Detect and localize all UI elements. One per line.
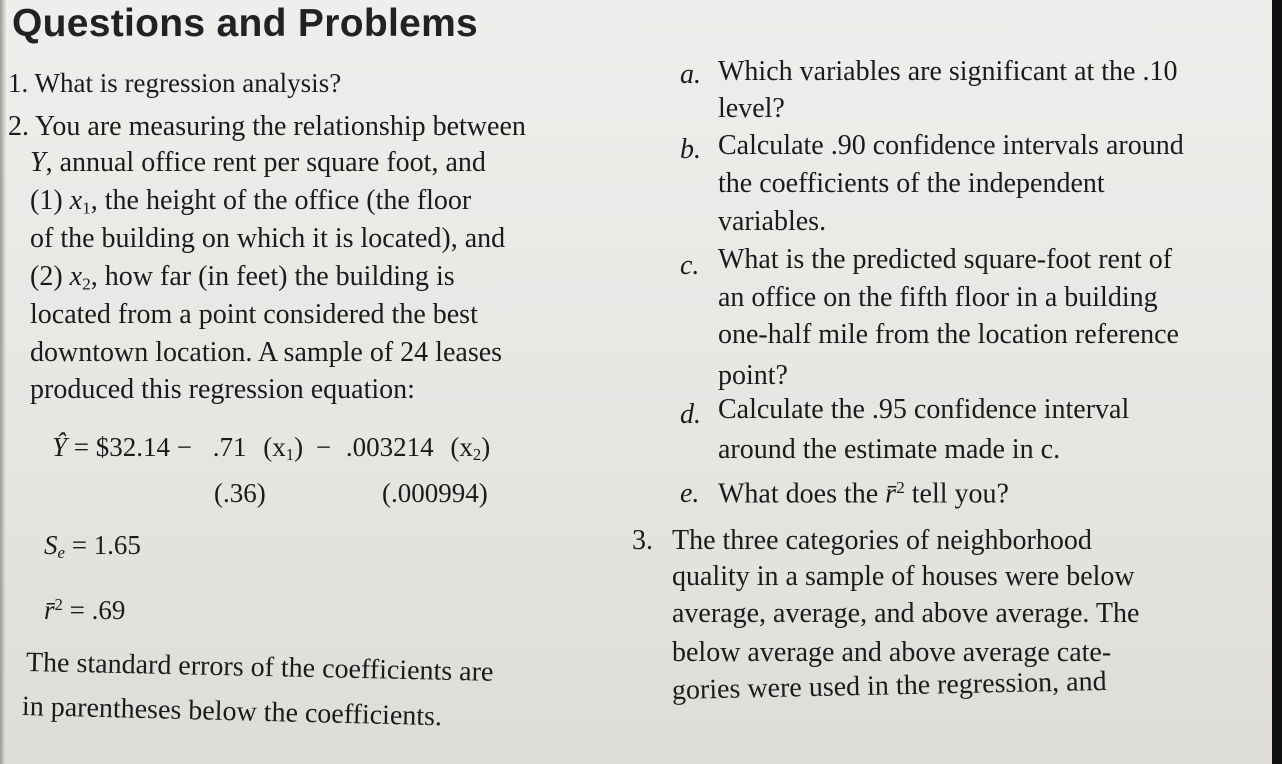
question-3-line-1 — [632, 524, 1092, 558]
part-b-line-3: variables. — [718, 206, 827, 237]
part-d-line-2: around the estimate made in c. — [718, 434, 1061, 465]
r2-symbol: r̄ — [44, 595, 55, 626]
x2-label: (2) — [30, 261, 70, 292]
part-b-line-1: Calculate .90 confidence intervals around — [718, 130, 1184, 161]
part-e-r2-superscript: 2 — [896, 478, 905, 497]
part-e-letter: e. — [680, 478, 700, 509]
question-3-number: 3. — [632, 525, 653, 556]
section-heading: Questions and Problems — [12, 2, 479, 45]
standard-error-1: (.36) — [214, 478, 266, 508]
note-line-2: in parentheses below the coefficients. — [21, 691, 443, 733]
question-1-text: What is regression analysis? — [34, 68, 342, 98]
term-1-subscript: 1 — [285, 445, 295, 465]
question-2-text: , annual office rent per square foot, and — [45, 147, 486, 178]
question-2-text: , how far (in feet) the building is — [90, 261, 455, 292]
se-subscript: e — [57, 543, 65, 563]
question-2-text: located from a point considered the best — [30, 299, 478, 330]
term-2-subscript: 2 — [472, 445, 482, 465]
part-e-text-end: tell you? — [904, 478, 1009, 510]
question-2-text: You are measuring the relationship between — [34, 111, 526, 142]
r-squared-statistic — [44, 588, 125, 627]
coefficient-2: .003214 — [345, 432, 434, 462]
y-hat-symbol: Ŷ — [52, 432, 68, 462]
x1-subscript: 1 — [82, 198, 91, 218]
question-2-number: 2. — [8, 111, 29, 142]
question-2-line-4 — [30, 222, 505, 256]
term-2 — [450, 432, 491, 465]
part-c-line-3: one-half mile from the location reference — [718, 319, 1179, 350]
standard-error-2: (.000994) — [382, 478, 488, 508]
se-statistic — [44, 528, 141, 570]
part-e-line-1 — [718, 471, 1009, 512]
part-e-r2-symbol: r̄ — [885, 478, 897, 510]
question-3-text: The three categories of neighborhood — [672, 525, 1092, 556]
r2-superscript: 2 — [54, 595, 63, 614]
se-symbol: S — [44, 530, 58, 560]
part-b-letter: b. — [680, 134, 701, 165]
question-2-line-2 — [30, 146, 486, 180]
coefficient-1: .71 — [212, 432, 247, 462]
question-2-text: of the building on which it is located), and — [30, 223, 506, 254]
part-a-line-2: level? — [718, 93, 785, 124]
part-d-line-1: Calculate the .95 confidence interval — [718, 394, 1130, 425]
question-3-line-3: average, average, and above average. The — [672, 598, 1140, 629]
question-2-line-5 — [30, 260, 455, 301]
page-gutter-shadow — [0, 0, 6, 764]
question-3-line-5: gories were used in the regression, and — [671, 665, 1107, 706]
intercept: = $32.14 − — [73, 432, 192, 462]
note-line-1: The standard errors of the coefficients are — [25, 647, 494, 688]
x2-variable: x — [69, 261, 83, 292]
term-1-close: ) — [294, 432, 304, 462]
part-c-line-4: point? — [718, 360, 788, 391]
minus-sign: − — [315, 432, 332, 462]
part-c-line-1: What is the predicted square-foot rent of — [718, 244, 1173, 275]
question-3-line-2: quality in a sample of houses were below — [672, 561, 1135, 592]
question-1 — [8, 66, 341, 100]
question-2-line-7 — [30, 336, 502, 370]
question-2-line-1 — [8, 110, 526, 144]
question-2-line-3 — [30, 184, 471, 225]
y-variable: Y — [30, 147, 46, 178]
question-2-line-6 — [30, 298, 478, 332]
term-2-open: (x — [450, 432, 473, 462]
x1-label: (1) — [30, 185, 70, 216]
part-a-line-1: Which variables are significant at the .10 — [718, 56, 1178, 87]
page-edge-shadow — [1272, 0, 1282, 764]
part-e-text-start: What does the — [718, 478, 886, 510]
question-2-text: produced this regression equation: — [30, 374, 415, 405]
question-1-number: 1. — [8, 68, 29, 98]
question-2-line-8 — [30, 373, 415, 407]
term-1 — [263, 432, 304, 465]
regression-equation — [52, 430, 490, 472]
r2-value: = .69 — [69, 595, 126, 626]
part-c-line-2: an office on the fifth floor in a building — [718, 282, 1158, 313]
part-d-letter: d. — [680, 399, 701, 430]
part-a-letter: a. — [680, 59, 701, 90]
question-2-text: downtown location. A sample of 24 leases — [30, 337, 503, 368]
se-value: = 1.65 — [71, 530, 141, 560]
part-c-letter: c. — [680, 250, 700, 281]
x1-variable: x — [69, 185, 83, 216]
question-3-line-4: below average and above average cate- — [672, 637, 1112, 668]
part-b-line-2: the coefficients of the independent — [718, 168, 1105, 199]
question-2-text: , the height of the office (the floor — [90, 185, 472, 216]
term-1-open: (x — [263, 432, 286, 462]
x2-subscript: 2 — [82, 274, 91, 294]
term-2-close: ) — [481, 432, 491, 462]
